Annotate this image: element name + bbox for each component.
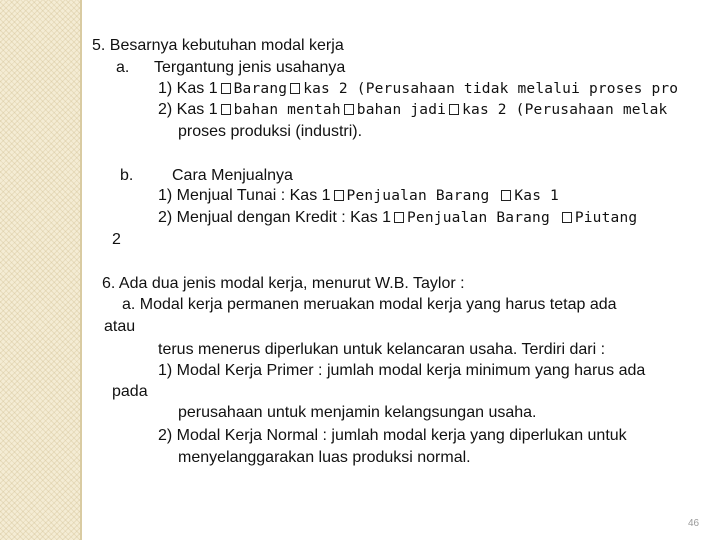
stray-number: 2: [112, 231, 121, 248]
a1-rest: kas 2 (Perusahaan tidak melalui proses pro: [303, 81, 679, 97]
page-number: 46: [688, 518, 700, 529]
missing-glyph-box: [221, 104, 231, 115]
a2-rest: kas 2 (Perusahaan melak: [462, 102, 668, 118]
a2-bahan-jadi: bahan jadi: [356, 102, 447, 118]
b1-kas: Kas 1: [514, 188, 559, 204]
missing-glyph-box: [290, 83, 300, 94]
section5-b-title: Cara Menjualnya: [172, 167, 293, 184]
b2-prefix: 2) Menjual dengan Kredit : Kas 1: [158, 209, 392, 226]
section6-item2-continuation: menyelanggarakan luas produksi normal.: [178, 449, 471, 466]
a1-prefix: 1) Kas 1: [158, 80, 218, 97]
section5-a-label: a.: [116, 59, 130, 76]
section5-a-row: [116, 58, 129, 78]
missing-glyph-box: [344, 104, 354, 115]
missing-glyph-box: [501, 190, 511, 201]
section5-a2-continuation: proses produksi (industri).: [178, 123, 363, 140]
section5-b-label: b.: [120, 167, 134, 184]
a1-barang: Barang: [233, 81, 288, 97]
section6-a-line: a. Modal kerja permanen meruakan modal kerja yang harus tetap ada: [122, 296, 617, 313]
section5-a-title: Tergantung jenis usahanya: [154, 59, 346, 76]
a2-prefix: 2) Kas 1: [158, 101, 218, 118]
section6-item1: 1) Modal Kerja Primer : jumlah modal kerja minimum yang harus ada: [158, 362, 646, 379]
section5-b1-line: [158, 186, 559, 206]
missing-glyph-box: [394, 212, 404, 223]
section6-item2: 2) Modal Kerja Normal : jumlah modal kerja yang diperlukan untuk: [158, 427, 627, 444]
section5-b2-line: [158, 208, 637, 228]
section6-a-continuation: terus menerus diperlukan untuk kelancaran usaha. Terdiri dari :: [158, 341, 606, 358]
section6-heading: 6. Ada dua jenis modal kerja, menurut W.B. Taylor :: [102, 275, 465, 292]
a2-bahan-mentah: bahan mentah: [233, 102, 341, 118]
b1-penjualan: Penjualan Barang: [346, 188, 490, 204]
missing-glyph-box: [221, 83, 231, 94]
section6-pada: pada: [112, 383, 148, 400]
missing-glyph-box: [334, 190, 344, 201]
missing-glyph-box: [562, 212, 572, 223]
section6-item1-continuation: perusahaan untuk menjamin kelangsungan usaha.: [178, 404, 537, 421]
section6-atau: atau: [104, 318, 136, 335]
b2-piutang: Piutang: [574, 210, 638, 226]
section5-a2-line: [158, 100, 667, 120]
missing-glyph-box: [449, 104, 459, 115]
section5-heading: 5. Besarnya kebutuhan modal kerja: [92, 37, 344, 54]
b2-penjualan: Penjualan Barang: [407, 210, 550, 226]
section5-a1-line: [158, 79, 678, 99]
b1-prefix: 1) Menjual Tunai : Kas 1: [158, 187, 331, 204]
